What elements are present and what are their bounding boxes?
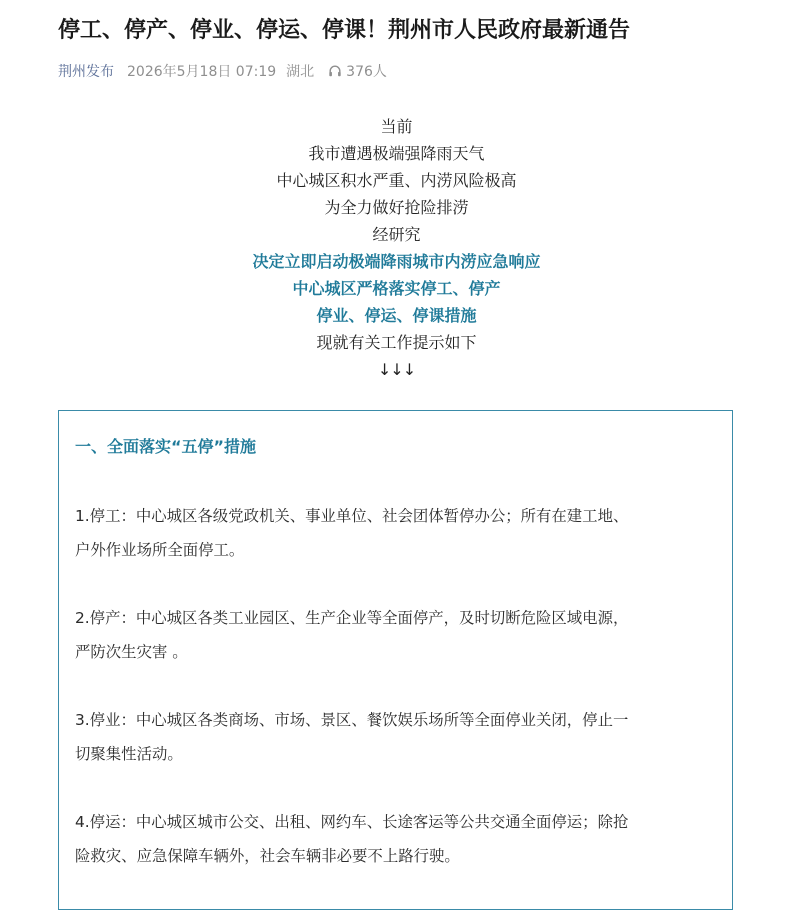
measure-item-line: 切聚集性活动。: [75, 745, 183, 763]
intro-line: 经研究: [372, 225, 421, 244]
intro-line: 我市遭遇极端强降雨天气: [308, 144, 485, 163]
section-heading: 一、全面落实“五停”措施: [75, 437, 257, 456]
headphones-icon: [328, 64, 342, 78]
intro-line: 中心城区积水严重、内涝风险极高: [276, 171, 517, 190]
intro-line: 现就有关工作提示如下: [316, 333, 477, 352]
article-meta: [58, 60, 387, 82]
down-arrows: ↓↓↓: [377, 360, 416, 379]
listen-button[interactable]: [328, 61, 387, 81]
measures-box: [58, 410, 733, 910]
source-link[interactable]: 荆州发布: [58, 64, 114, 80]
measure-item: [75, 499, 720, 567]
publish-date: 2026年5月18日 07:19: [127, 64, 277, 80]
measure-item-line: 户外作业场所全面停工。: [75, 541, 245, 559]
measure-item-line: 严防次生灾害 。: [75, 643, 188, 661]
intro-highlight-line: 决定立即启动极端降雨城市内涝应急响应: [252, 252, 541, 271]
intro-block: [0, 113, 793, 383]
article-title: 停工、停产、停业、停运、停课！荆州市人民政府最新通告: [58, 18, 631, 43]
measure-item: [75, 805, 720, 873]
measure-item-line: 4.停运：中心城区城市公交、出租、网约车、长途客运等公共交通全面停运；除抢: [75, 813, 629, 831]
intro-line: 为全力做好抢险排涝: [324, 198, 469, 217]
measure-item-line: 险救灾、应急保障车辆外，社会车辆非必要不上路行驶。: [75, 847, 460, 865]
measure-item: [75, 703, 720, 771]
measure-item-line: 1.停工：中心城区各级党政机关、事业单位、社会团体暂停办公；所有在建工地、: [75, 507, 629, 525]
listen-count: 376人: [346, 64, 387, 80]
publish-region: 湖北: [286, 64, 315, 80]
measure-item-line: 2.停产：中心城区各类工业园区、生产企业等全面停产，及时切断危险区域电源，: [75, 609, 629, 627]
measure-item: [75, 601, 720, 669]
intro-line: 当前: [380, 117, 413, 136]
intro-highlight-line: 停业、停运、停课措施: [316, 306, 477, 325]
measure-item-line: 3.停业：中心城区各类商场、市场、景区、餐饮娱乐场所等全面停业关闭，停止一: [75, 711, 629, 729]
intro-highlight-line: 中心城区严格落实停工、停产: [292, 279, 501, 298]
